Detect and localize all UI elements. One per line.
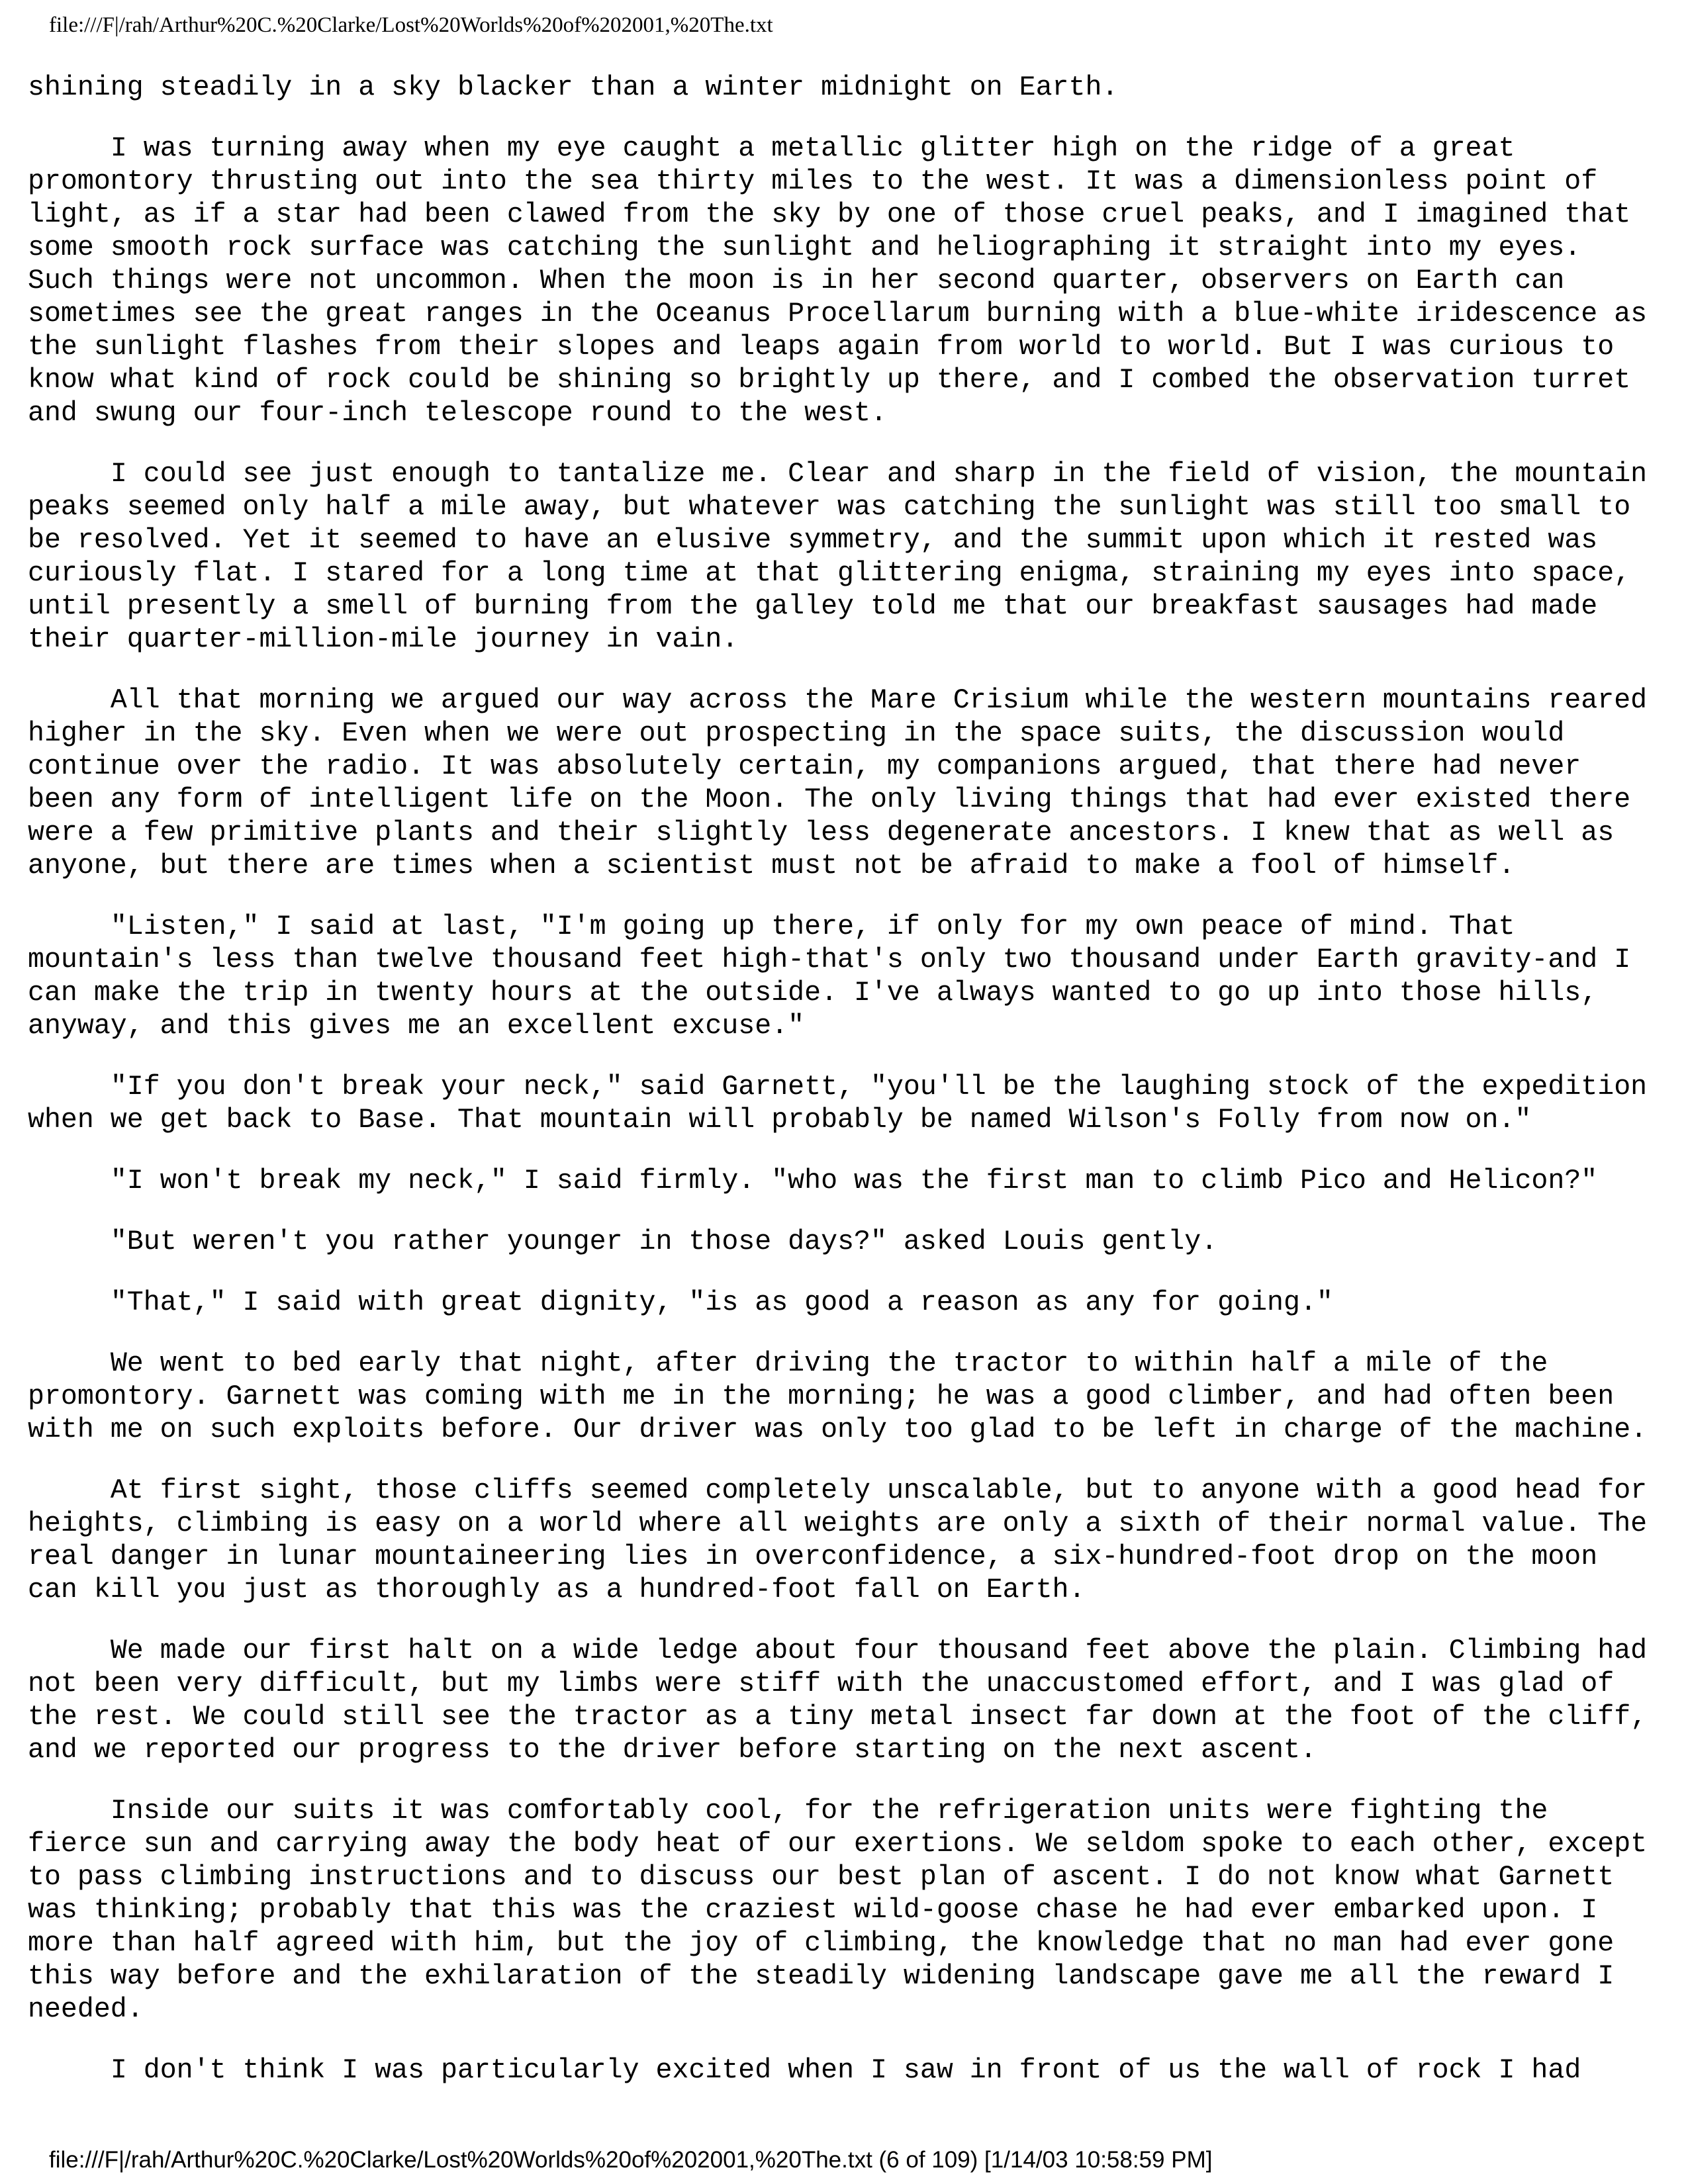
paragraph: We made our first halt on a wide ledge about four thousand feet above the plain. Climbing had not been very difficult, but my limbs were stiff with the unaccustomed effort, and I was glad of the rest. We could still see the tractor as a tiny metal insect far down at the foot of the cliff, and we reported our progress to the driver before starting on the next ascent. xyxy=(28,1635,1648,1766)
paragraph: shining steadily in a sky blacker than a winter midnight on Earth. xyxy=(28,72,1119,103)
page-footer-path: file:///F|/rah/Arthur%20C.%20Clarke/Lost%20Worlds%20of%202001,%20The.txt (6 of 109) [1/14/03 10:58:59 PM] xyxy=(49,2147,1213,2173)
paragraph: "That," I said with great dignity, "is as good a reason as any for going." xyxy=(28,1287,1333,1318)
paragraph: "If you don't break your neck," said Garnett, "you'll be the laughing stock of the expedition when we get back to Base. That mountain will probably be named Wilson's Folly from now on." xyxy=(28,1071,1648,1136)
page-header-path: file:///F|/rah/Arthur%20C.%20Clarke/Lost%20Worlds%20of%202001,%20The.txt xyxy=(49,13,773,37)
paragraph: All that morning we argued our way across the Mare Crisium while the western mountains reared higher in the sky. Even when we were out prospecting in the space suits, the discussion would continue over the radio. It was absolutely certain, my companions argued, that there had never been any form of intelligent life on the Moon. The only living things that had ever existed there were a few primitive plants and their slightly less degenerate ancestors. I knew that as well as anyone, but there are times when a scientist must not be afraid to make a fool of himself. xyxy=(28,685,1648,882)
paragraph: I could see just enough to tantalize me. Clear and sharp in the field of vision, the mountain peaks seemed only half a mile away, but whatever was catching the sunlight was still too small to be resolved. Yet it seemed to have an elusive symmetry, and the summit upon which it rested was curiously flat. I stared for a long time at that glittering enigma, straining my eyes into space, until presently a smell of burning from the galley told me that our breakfast sausages had made their quarter-million-mile journey in vain. xyxy=(28,459,1648,655)
paragraph: Inside our suits it was comfortably cool, for the refrigeration units were fighting the fierce sun and carrying away the body heat of our exertions. We seldom spoke to each other, except to pass climbing instructions and to discuss our best plan of ascent. I do not know what Garnett was thinking; probably that this was the craziest wild-goose chase he had ever embarked upon. I more than half agreed with him, but the joy of climbing, the knowledge that no man had ever gone this way before and the exhilaration of the steadily widening landscape gave me all the reward I needed. xyxy=(28,1796,1648,2025)
paragraph: I was turning away when my eye caught a metallic glitter high on the ridge of a great promontory thrusting out into the sea thirty miles to the west. It was a dimensionless point of light, as if a star had been clawed from the sky by one of those cruel peaks, and I imagined that some smooth rock surface was catching the sunlight and heliographing it straight into my eyes. Such things were not uncommon. When the moon is in her second quarter, observers on Earth can sometimes see the great ranges in the Oceanus Procellarum burning with a blue-white iridescence as the sunlight flashes from their slopes and leaps again from world to world. But I was curious to know what kind of rock could be shining so brightly up there, and I combed the observation turret and swung our four-inch telescope round to the west. xyxy=(28,133,1648,429)
paragraph: "I won't break my neck," I said firmly. "who was the first man to climb Pico and Helicon?" xyxy=(28,1165,1598,1197)
paragraph: At first sight, those cliffs seemed completely unscalable, but to anyone with a good head for heights, climbing is easy on a world where all weights are only a sixth of their normal value. The real danger in lunar mountaineering lies in overconfidence, a six-hundred-foot drop on the moon can kill you just as thoroughly as a hundred-foot fall on Earth. xyxy=(28,1475,1648,1606)
document-body xyxy=(28,71,1676,2115)
paragraph: "But weren't you rather younger in those days?" asked Louis gently. xyxy=(28,1226,1218,1257)
paragraph: I don't think I was particularly excited when I saw in front of us the wall of rock I had xyxy=(28,2055,1581,2086)
paragraph: "Listen," I said at last, "I'm going up there, if only for my own peace of mind. That mountain's less than twelve thousand feet high-that's only two thousand under Earth gravity-and I can make the trip in twenty hours at the outside. I've always wanted to go up into those hills, anyway, and this gives me an excellent excuse." xyxy=(28,911,1631,1042)
paragraph: We went to bed early that night, after driving the tractor to within half a mile of the promontory. Garnett was coming with me in the morning; he was a good climber, and had often been with me on such exploits before. Our driver was only too glad to be left in charge of the machine. xyxy=(28,1348,1648,1445)
